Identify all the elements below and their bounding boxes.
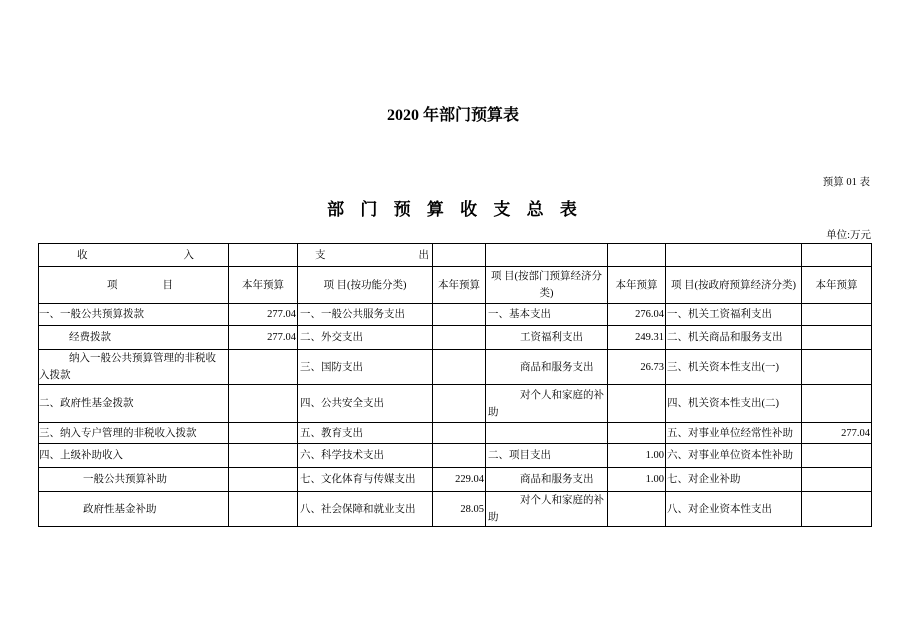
income-amount-cell [229,468,298,492]
income-item-cell: 四、上级补助收入 [39,444,229,468]
gov-econ-amount-cell [802,326,872,350]
group-header-row [39,244,872,267]
func-item-cell: 六、科学技术支出 [298,444,433,468]
gov-econ-amount-cell: 277.04 [802,423,872,444]
func-item-cell: 八、社会保障和就业支出 [298,492,433,527]
func-item-cell: 五、教育支出 [298,423,433,444]
func-amount-cell [433,350,486,385]
column-header-row [39,267,872,304]
table-code: 预算 01 表 [822,177,870,188]
dept-econ-item-cell: 对个人和家庭的补助 [486,492,608,527]
func-item-cell: 一、一般公共服务支出 [298,304,433,326]
func-amount-cell [433,444,486,468]
income-item-cell: 纳入一般公共预算管理的非税收入拨款 [39,350,229,385]
income-item-cell: 一般公共预算补助 [39,468,229,492]
expense-group-header [298,244,433,267]
income-amount-cell [229,444,298,468]
income-item-cell: 三、纳入专户管理的非税收入拨款 [39,423,229,444]
table-row [39,468,872,492]
income-amount-cell: 277.04 [229,326,298,350]
func-amount-cell: 229.04 [433,468,486,492]
dept-econ-item-header: 项 目(按部门预算经济分类) [486,267,608,304]
gov-econ-item-cell: 六、对事业单位资本性补助 [666,444,802,468]
unit-label: 单位:万元 [826,230,871,241]
empty-cell [486,244,608,267]
dept-econ-item-cell: 商品和服务支出 [486,350,608,385]
income-group-label-1: 收 [77,249,88,261]
gov-econ-amount-cell [802,468,872,492]
gov-econ-item-header: 项 目(按政府预算经济分类) [666,267,802,304]
func-item-cell: 四、公共安全支出 [298,385,433,423]
table-row [39,444,872,468]
dept-econ-amount-cell [608,385,666,423]
gov-econ-item-cell: 七、对企业补助 [666,468,802,492]
func-item-cell: 七、文化体育与传媒支出 [298,468,433,492]
gov-econ-amount-cell [802,444,872,468]
func-item-cell: 二、外交支出 [298,326,433,350]
gov-econ-item-cell: 八、对企业资本性支出 [666,492,802,527]
income-item-cell: 二、政府性基金拨款 [39,385,229,423]
expense-group-label-2: 出 [418,249,429,261]
func-item-cell: 三、国防支出 [298,350,433,385]
dept-econ-item-cell: 商品和服务支出 [486,468,608,492]
gov-econ-item-cell: 五、对事业单位经常性补助 [666,423,802,444]
dept-econ-amount-cell [608,492,666,527]
gov-econ-item-cell: 四、机关资本性支出(二) [666,385,802,423]
expense-group-label-1: 支 [315,249,326,261]
income-item-header [39,267,229,304]
dept-econ-item-cell: 一、基本支出 [486,304,608,326]
table-row [39,385,872,423]
income-amount-cell [229,385,298,423]
income-item-header-label-2: 目 [162,279,173,291]
income-amount-cell [229,423,298,444]
income-item-cell: 政府性基金补助 [39,492,229,527]
gov-econ-item-cell: 一、机关工资福利支出 [666,304,802,326]
gov-econ-amount-cell [802,492,872,527]
table-title: 部 门 预 算 收 支 总 表 [327,200,583,219]
income-item-cell: 经费拨款 [39,326,229,350]
dept-econ-item-cell: 对个人和家庭的补助 [486,385,608,423]
func-amount-cell: 28.05 [433,492,486,527]
func-item-header: 项 目(按功能分类) [298,267,433,304]
income-group-label-2: 入 [183,249,194,261]
table-row [39,350,872,385]
gov-econ-amount-cell [802,350,872,385]
dept-econ-amount-cell: 276.04 [608,304,666,326]
func-amount-cell [433,326,486,350]
table-row [39,304,872,326]
func-amount-cell [433,423,486,444]
dept-econ-item-cell: 二、项目支出 [486,444,608,468]
income-amount-header: 本年预算 [229,267,298,304]
gov-econ-item-cell: 二、机关商品和服务支出 [666,326,802,350]
empty-cell [608,244,666,267]
income-amount-cell: 277.04 [229,304,298,326]
empty-cell [802,244,872,267]
income-amount-cell [229,492,298,527]
empty-cell [666,244,802,267]
gov-econ-amount-cell [802,304,872,326]
empty-cell [229,244,298,267]
budget-summary-table [38,243,872,527]
gov-econ-amount-cell [802,385,872,423]
dept-econ-amount-cell: 249.31 [608,326,666,350]
dept-econ-item-cell: 工资福利支出 [486,326,608,350]
gov-econ-amount-header: 本年预算 [802,267,872,304]
dept-econ-amount-cell [608,423,666,444]
func-amount-cell [433,304,486,326]
income-item-cell: 一、一般公共预算拨款 [39,304,229,326]
income-group-header [39,244,229,267]
dept-econ-amount-cell: 1.00 [608,468,666,492]
document-title: 2020 年部门预算表 [386,107,519,124]
income-item-header-label-1: 项 [107,279,118,291]
dept-econ-item-cell [486,423,608,444]
income-amount-cell [229,350,298,385]
gov-econ-item-cell: 三、机关资本性支出(一) [666,350,802,385]
func-amount-header: 本年预算 [433,267,486,304]
dept-econ-amount-cell: 26.73 [608,350,666,385]
dept-econ-amount-cell: 1.00 [608,444,666,468]
table-row [39,423,872,444]
table-row [39,492,872,527]
empty-cell [433,244,486,267]
table-row [39,326,872,350]
dept-econ-amount-header: 本年预算 [608,267,666,304]
func-amount-cell [433,385,486,423]
